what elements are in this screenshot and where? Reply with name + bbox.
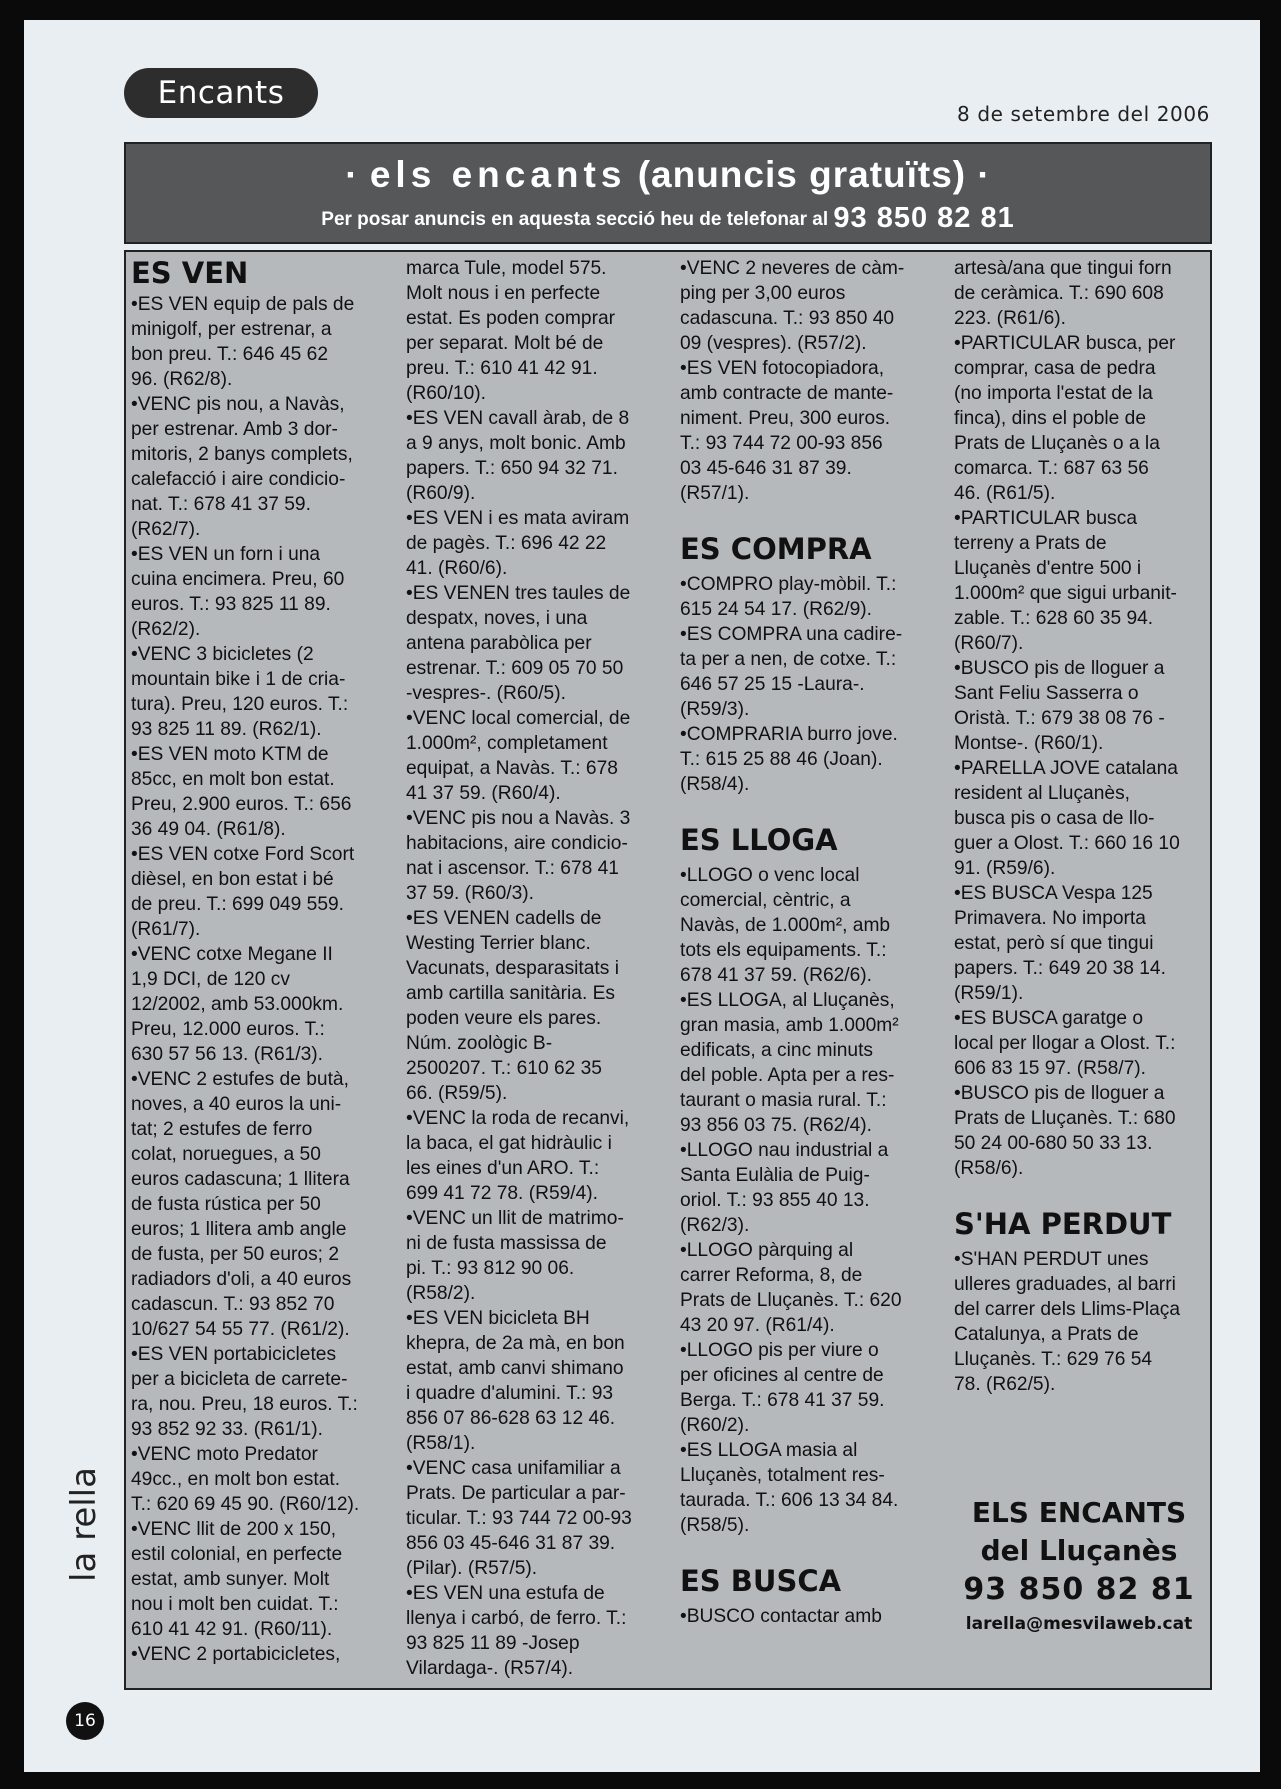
- ad-line: 2500207. T.: 610 62 35: [406, 1058, 602, 1079]
- ad-line: •PARTICULAR busca, per: [954, 333, 1176, 354]
- ad-line: •VENC llit de 200 x 150,: [131, 1519, 337, 1540]
- ad-line: habitacions, aire condicio-: [406, 833, 628, 854]
- contact-subtitle: del Lluçanès: [980, 1534, 1178, 1567]
- ad-line: (R58/2).: [406, 1283, 476, 1304]
- ads-column-3: [680, 256, 938, 1629]
- ad-line: •BUSCO pis de lloguer a: [954, 658, 1165, 679]
- ad-line: •ES VEN i es mata aviram: [406, 508, 630, 529]
- ad-line: 93 856 03 75. (R62/4).: [680, 1115, 873, 1136]
- ad-line: •VENC 2 estufes de butà,: [131, 1069, 349, 1090]
- ad-line: (R60/9).: [406, 483, 476, 504]
- ad-line: dièsel, en bon estat i bé: [131, 869, 334, 890]
- ad-line: Vilardaga-. (R57/4).: [406, 1658, 574, 1679]
- ad-line: Molt nous i en perfecte: [406, 283, 601, 304]
- ad-line: Lluçanès. T.: 629 76 54: [954, 1349, 1153, 1370]
- ad-line: 49cc., en molt bon estat.: [131, 1469, 341, 1490]
- ad-line: Vacunats, desparasitats i: [406, 958, 619, 979]
- ads-column-4: [954, 256, 1212, 1397]
- ad-line: Santa Eulàlia de Puig-: [680, 1165, 870, 1186]
- ad-line: (R62/2).: [131, 619, 201, 640]
- col3-sale-lines: [680, 256, 938, 506]
- ad-line: niment. Preu, 300 euros.: [680, 408, 891, 429]
- ad-line: nat. T.: 678 41 37 59.: [131, 494, 311, 515]
- ad-line: •BUSCO contactar amb: [680, 1606, 882, 1627]
- ad-line: tots els equipaments. T.:: [680, 940, 887, 961]
- ad-line: calefacció i aire condicio-: [131, 469, 346, 490]
- banner-title-main: els encants: [369, 154, 627, 195]
- ad-line: 46. (R61/5).: [954, 483, 1056, 504]
- ad-line: Prats de Lluçanès. T.: 620: [680, 1290, 902, 1311]
- ad-line: 66. (R59/5).: [406, 1083, 508, 1104]
- ad-line: Prats de Lluçanès o a la: [954, 433, 1160, 454]
- ad-line: •VENC cotxe Megane II: [131, 944, 333, 965]
- ad-line: Preu, 12.000 euros. T.:: [131, 1019, 325, 1040]
- ad-line: •ES VEN cavall àrab, de 8: [406, 408, 630, 429]
- ad-line: (R60/2).: [680, 1415, 750, 1436]
- ad-line: •ES VENEN cadells de: [406, 908, 602, 929]
- ad-line: nat i ascensor. T.: 678 41: [406, 858, 619, 879]
- heading-sha-perdut: S'HA PERDUT: [954, 1207, 1172, 1241]
- ad-line: 03 45-646 31 87 39.: [680, 458, 852, 479]
- ad-line: per a bicicleta de carrete-: [131, 1369, 348, 1390]
- ad-line: T.: 615 25 88 46 (Joan).: [680, 749, 883, 770]
- ad-line: •VENC pis nou, a Navàs,: [131, 394, 345, 415]
- ad-line: •ES VEN una estufa de: [406, 1583, 605, 1604]
- ad-line: •ES COMPRA una cadire-: [680, 624, 903, 645]
- ad-line: (R58/4).: [680, 774, 750, 795]
- ad-line: (R62/3).: [680, 1215, 750, 1236]
- ad-line: Lluçanès, totalment res-: [680, 1465, 885, 1486]
- ad-line: •ES BUSCA garatge o: [954, 1008, 1144, 1029]
- ad-line: •ES VEN portabicicletes: [131, 1344, 337, 1365]
- ad-line: estat, amb canvi shimano: [406, 1358, 624, 1379]
- ad-line: 43 20 97. (R61/4).: [680, 1315, 835, 1336]
- ad-line: comprar, casa de pedra: [954, 358, 1156, 379]
- ad-line: •PARELLA JOVE catalana: [954, 758, 1178, 779]
- ad-line: Preu, 2.900 euros. T.: 656: [131, 794, 352, 815]
- ad-line: ra, nou. Preu, 18 euros. T.:: [131, 1394, 358, 1415]
- ad-line: (R61/7).: [131, 919, 201, 940]
- ad-line: •VENC pis nou a Navàs. 3: [406, 808, 631, 829]
- ad-line: •ES VEN cotxe Ford Scort: [131, 844, 355, 865]
- contact-title: ELS ENCANTS: [971, 1496, 1187, 1529]
- ad-line: •ES LLOGA, al Lluçanès,: [680, 990, 895, 1011]
- heading-es-busca: ES BUSCA: [680, 1564, 842, 1598]
- ad-line: •VENC local comercial, de: [406, 708, 631, 729]
- banner-phone: 93 850 82 81: [833, 202, 1015, 234]
- ad-line: Berga. T.: 678 41 37 59.: [680, 1390, 885, 1411]
- ad-line: 606 83 15 97. (R58/7).: [954, 1058, 1147, 1079]
- ad-line: cadascun. T.: 93 852 70: [131, 1294, 335, 1315]
- ad-line: •ES BUSCA Vespa 125: [954, 883, 1153, 904]
- col3-buy-lines: [680, 572, 938, 797]
- ad-line: colat, noruegues, a 50: [131, 1144, 321, 1165]
- ad-line: euros. T.: 93 825 11 89.: [131, 594, 331, 615]
- ad-line: ta per a nen, de cotxe. T.:: [680, 649, 897, 670]
- ad-line: euros; 1 llitera amb angle: [131, 1219, 347, 1240]
- ad-line: 1.000m² que sigui urbanit-: [954, 583, 1177, 604]
- ad-line: •VENC casa unifamiliar a: [406, 1458, 621, 1479]
- ad-line: -vespres-. (R60/5).: [406, 683, 566, 704]
- ad-line: •BUSCO pis de lloguer a: [954, 1083, 1165, 1104]
- ad-line: taurant o masia rural. T.:: [680, 1090, 887, 1111]
- ad-line: •COMPRARIA burro jove.: [680, 724, 898, 745]
- col3-rent-lines: [680, 863, 938, 1538]
- ad-line: •VENC un llit de matrimo-: [406, 1208, 624, 1229]
- ad-line: de fusta rústica per 50: [131, 1194, 321, 1215]
- ad-line: 1,9 DCI, de 120 cv: [131, 969, 290, 990]
- ad-line: (R60/10).: [406, 383, 486, 404]
- ad-line: gran masia, amb 1.000m²: [680, 1015, 899, 1036]
- ad-line: 856 07 86-628 63 12 46.: [406, 1408, 616, 1429]
- ad-line: •ES VEN fotocopiadora,: [680, 358, 885, 379]
- ad-line: busca pis o casa de llo-: [954, 808, 1155, 829]
- contact-block: [954, 1494, 1204, 1638]
- ad-line: mountain bike i 1 de cria-: [131, 669, 346, 690]
- ad-line: •VENC la roda de recanvi,: [406, 1108, 630, 1129]
- ad-line: 630 57 56 13. (R61/3).: [131, 1044, 324, 1065]
- ad-line: per oficines al centre de: [680, 1365, 884, 1386]
- ad-line: llenya i carbó, de ferro. T.:: [406, 1608, 627, 1629]
- ad-line: Prats de Lluçanès. T.: 680: [954, 1108, 1176, 1129]
- ad-line: •ES VEN bicicleta BH: [406, 1308, 590, 1329]
- section-banner: [124, 142, 1212, 244]
- col1-lines: [131, 254, 389, 1667]
- ad-line: •ES VEN equip de pals de: [131, 294, 355, 315]
- ad-line: 1.000m², completament: [406, 733, 608, 754]
- ad-line: per estrenar. Amb 3 dor-: [131, 419, 338, 440]
- ad-line: (R59/1).: [954, 983, 1024, 1004]
- page-number: 16: [66, 1702, 104, 1740]
- col4-search-lines: [954, 256, 1212, 1181]
- ad-line: minigolf, per estrenar, a: [131, 319, 332, 340]
- ad-line: poden veure els pares.: [406, 1008, 602, 1029]
- ad-line: 678 41 37 59. (R62/6).: [680, 965, 873, 986]
- banner-title: · els encants (anuncis gratuïts) ·: [345, 154, 991, 195]
- ad-line: Sant Feliu Sasserra o: [954, 683, 1139, 704]
- ad-line: 91. (R59/6).: [954, 858, 1056, 879]
- ad-line: papers. T.: 650 94 32 71.: [406, 458, 618, 479]
- ad-line: Lluçanès d'entre 500 i: [954, 558, 1142, 579]
- ad-line: 93 825 11 89. (R62/1).: [131, 719, 322, 740]
- ad-line: 93 825 11 89 -Josep: [406, 1633, 580, 1654]
- ad-line: 615 24 54 17. (R62/9).: [680, 599, 873, 620]
- ad-line: comarca. T.: 687 63 56: [954, 458, 1149, 479]
- ad-line: del carrer dels Llims-Plaça: [954, 1299, 1181, 1320]
- ad-line: •VENC 2 neveres de càm-: [680, 258, 905, 279]
- ad-line: 96. (R62/8).: [131, 369, 233, 390]
- ad-line: taurada. T.: 606 13 34 84.: [680, 1490, 899, 1511]
- ad-line: (Pilar). (R57/5).: [406, 1558, 538, 1579]
- ad-line: comercial, cèntric, a: [680, 890, 851, 911]
- section-tab: Encants: [124, 68, 318, 118]
- contact-phone: 93 850 82 81: [963, 1572, 1195, 1607]
- ad-line: estat, però sí que tingui: [954, 933, 1154, 954]
- ad-line: estrenar. T.: 609 05 70 50: [406, 658, 624, 679]
- heading-es-ven: ES VEN: [131, 256, 249, 290]
- ad-line: Prats. De particular a par-: [406, 1483, 626, 1504]
- ad-line: de fusta, per 50 euros; 2: [131, 1244, 339, 1265]
- ad-line: •VENC 3 bicicletes (2: [131, 644, 314, 665]
- ad-line: (R58/6).: [954, 1158, 1024, 1179]
- ad-line: finca), dins el poble de: [954, 408, 1146, 429]
- ad-line: 41 37 59. (R60/4).: [406, 783, 561, 804]
- ad-line: 36 49 04. (R61/8).: [131, 819, 286, 840]
- col2-lines: [406, 256, 664, 1681]
- ad-line: khepra, de 2a mà, en bon: [406, 1333, 625, 1354]
- issue-date: 8 de setembre del 2006: [957, 102, 1210, 126]
- ad-line: radiadors d'oli, a 40 euros: [131, 1269, 352, 1290]
- ad-line: •LLOGO o venc local: [680, 865, 860, 886]
- classifieds-box: [124, 250, 1212, 1690]
- ad-line: Oristà. T.: 679 38 08 76 -: [954, 708, 1165, 729]
- ad-line: papers. T.: 649 20 38 14.: [954, 958, 1166, 979]
- ad-line: euros cadascuna; 1 llitera: [131, 1169, 350, 1190]
- heading-es-compra: ES COMPRA: [680, 532, 872, 566]
- ad-line: local per llogar a Olost. T.:: [954, 1033, 1176, 1054]
- contact-email: larella@mesvilaweb.cat: [965, 1614, 1193, 1634]
- ad-line: estat. Es poden comprar: [406, 308, 616, 329]
- publication-brand: la rella: [64, 1467, 104, 1582]
- col3-search-lines: [680, 1604, 938, 1629]
- ad-line: resident al Lluçanès,: [954, 783, 1130, 804]
- ad-line: •LLOGO pis per viure o: [680, 1340, 879, 1361]
- ad-line: 646 57 25 15 -Laura-.: [680, 674, 865, 695]
- ad-line: les eines d'un ARO. T.:: [406, 1158, 600, 1179]
- ad-line: la baca, el gat hidràulic i: [406, 1133, 612, 1154]
- ad-line: pi. T.: 93 812 90 06.: [406, 1258, 575, 1279]
- ad-line: 41. (R60/6).: [406, 558, 508, 579]
- ad-line: ticular. T.: 93 744 72 00-93: [406, 1508, 632, 1529]
- ad-line: Núm. zoològic B-: [406, 1033, 553, 1054]
- ad-line: Montse-. (R60/1).: [954, 733, 1104, 754]
- heading-es-lloga: ES LLOGA: [680, 823, 838, 857]
- ad-line: (R58/1).: [406, 1433, 476, 1454]
- ad-line: per separat. Molt bé de: [406, 333, 604, 354]
- ad-line: preu. T.: 610 41 42 91.: [406, 358, 598, 379]
- ad-line: 699 41 72 78. (R59/4).: [406, 1183, 599, 1204]
- ad-line: noves, a 40 euros la uni-: [131, 1094, 342, 1115]
- ad-line: •COMPRO play-mòbil. T.:: [680, 574, 897, 595]
- ad-line: despatx, noves, i una: [406, 608, 588, 629]
- ad-line: tat; 2 estufes de ferro: [131, 1119, 313, 1140]
- ads-column-2: [406, 256, 664, 1681]
- ad-line: de ceràmica. T.: 690 608: [954, 283, 1164, 304]
- ad-line: estil colonial, en perfecte: [131, 1544, 343, 1565]
- ad-line: 50 24 00-680 50 33 13.: [954, 1133, 1153, 1154]
- ad-line: 37 59. (R60/3).: [406, 883, 534, 904]
- ad-line: ping per 3,00 euros: [680, 283, 846, 304]
- ad-line: 12/2002, amb 53.000km.: [131, 994, 344, 1015]
- ad-line: i quadre d'alumini. T.: 93: [406, 1383, 614, 1404]
- ad-line: cadascuna. T.: 93 850 40: [680, 308, 895, 329]
- ad-line: nou i molt ben cuidat. T.:: [131, 1594, 339, 1615]
- ad-line: •PARTICULAR busca: [954, 508, 1138, 529]
- ads-column-1: [131, 254, 389, 1667]
- ad-line: antena parabòlica per: [406, 633, 592, 654]
- ad-line: 09 (vespres). (R57/2).: [680, 333, 867, 354]
- ad-line: ni de fusta massissa de: [406, 1233, 607, 1254]
- ad-line: guer a Olost. T.: 660 16 10: [954, 833, 1180, 854]
- ad-line: marca Tule, model 575.: [406, 258, 607, 279]
- ad-line: T.: 93 744 72 00-93 856: [680, 433, 883, 454]
- ad-line: oriol. T.: 93 855 40 13.: [680, 1190, 870, 1211]
- ad-line: •ES VEN un forn i una: [131, 544, 321, 565]
- ad-line: T.: 620 69 45 90. (R60/12).: [131, 1494, 360, 1515]
- ad-line: (R58/5).: [680, 1515, 750, 1536]
- ad-line: amb cartilla sanitària. Es: [406, 983, 616, 1004]
- ad-line: 10/627 54 55 77. (R61/2).: [131, 1319, 350, 1340]
- ad-line: 856 03 45-646 31 87 39.: [406, 1533, 616, 1554]
- ad-line: de preu. T.: 699 049 559.: [131, 894, 345, 915]
- ad-line: estat, amb sunyer. Molt: [131, 1569, 330, 1590]
- ad-line: cuina encimera. Preu, 60: [131, 569, 345, 590]
- ad-line: •VENC moto Predator: [131, 1444, 318, 1465]
- ad-line: a 9 anys, molt bonic. Amb: [406, 433, 626, 454]
- ad-line: 85cc, en molt bon estat.: [131, 769, 335, 790]
- ad-line: tura). Preu, 120 euros. T.:: [131, 694, 349, 715]
- ad-line: •VENC 2 portabicicletes,: [131, 1644, 341, 1665]
- ad-line: artesà/ana que tingui forn: [954, 258, 1172, 279]
- ad-line: •ES LLOGA masia al: [680, 1440, 858, 1461]
- ad-line: •LLOGO nau industrial a: [680, 1140, 889, 1161]
- ad-line: mitoris, 2 banys complets,: [131, 444, 353, 465]
- ad-line: Westing Terrier blanc.: [406, 933, 591, 954]
- ad-line: bon preu. T.: 646 45 62: [131, 344, 329, 365]
- ad-line: (R59/3).: [680, 699, 750, 720]
- ad-line: Catalunya, a Prats de: [954, 1324, 1139, 1345]
- ad-line: de pagès. T.: 696 42 22: [406, 533, 607, 554]
- ad-line: Primavera. No importa: [954, 908, 1146, 929]
- ad-line: ulleres graduades, al barri: [954, 1274, 1176, 1295]
- col4-lost-lines: [954, 1247, 1212, 1397]
- ad-line: •ES VENEN tres taules de: [406, 583, 631, 604]
- ad-line: amb contracte de mante-: [680, 383, 894, 404]
- ad-line: 93 852 92 33. (R61/1).: [131, 1419, 324, 1440]
- ad-line: (R57/1).: [680, 483, 750, 504]
- ad-line: zable. T.: 628 60 35 94.: [954, 608, 1154, 629]
- banner-subtitle: Per posar anuncis en aquesta secció heu de telefonar al 93 850 82 81: [321, 202, 1015, 234]
- ad-line: equipat, a Navàs. T.: 678: [406, 758, 618, 779]
- ad-line: edificats, a cinc minuts: [680, 1040, 874, 1061]
- ad-line: •S'HAN PERDUT unes: [954, 1249, 1149, 1270]
- ad-line: terreny a Prats de: [954, 533, 1107, 554]
- ad-line: 223. (R61/6).: [954, 308, 1066, 329]
- ad-line: •LLOGO pàrquing al: [680, 1240, 854, 1261]
- ad-line: (no importa l'estat de la: [954, 383, 1153, 404]
- ad-line: 78. (R62/5).: [954, 1374, 1056, 1395]
- ad-line: Navàs, de 1.000m², amb: [680, 915, 891, 936]
- ad-line: carrer Reforma, 8, de: [680, 1265, 863, 1286]
- ad-line: •ES VEN moto KTM de: [131, 744, 329, 765]
- ad-line: (R60/7).: [954, 633, 1024, 654]
- ad-line: 610 41 42 91. (R60/11).: [131, 1619, 333, 1640]
- ad-line: (R62/7).: [131, 519, 201, 540]
- ad-line: del poble. Apta per a res-: [680, 1065, 895, 1086]
